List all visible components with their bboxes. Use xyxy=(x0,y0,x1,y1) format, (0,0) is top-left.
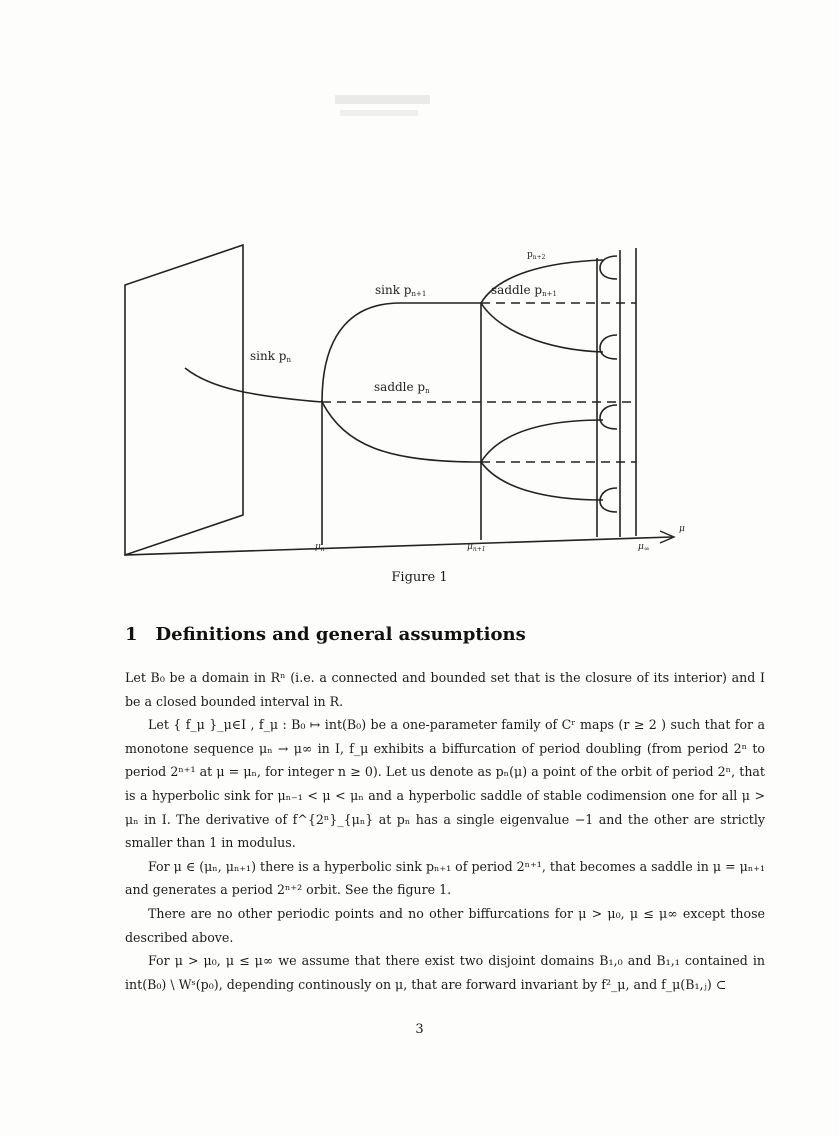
label-saddle-pn1: saddle pn+1 xyxy=(491,283,557,298)
label-saddle-pn: saddle pn xyxy=(374,380,430,395)
pn2-lower-branch xyxy=(481,303,603,352)
paragraph: For μ ∈ (μₙ, μₙ₊₁) there is a hyperbolic sink pₙ₊₁ of period 2ⁿ⁺¹, that becomes a saddle in μ = μₙ₊₁ and generates a period 2ⁿ⁺² orbit. See the figure 1. xyxy=(125,858,765,898)
mu-axis xyxy=(125,537,672,555)
label-pn2: $p_{n+2}$ xyxy=(527,250,546,261)
bifurcation-figure xyxy=(0,230,839,570)
paragraph: There are no other periodic points and no other biffurcations for μ > μ₀, μ ≤ μ∞ except those described above. xyxy=(125,905,765,945)
body-text xyxy=(125,666,765,996)
phase-plane xyxy=(125,245,243,555)
label-mu-axis: μ xyxy=(679,524,685,534)
bleed-through-mark xyxy=(340,110,418,116)
label-sink-pn1: sink pn+1 xyxy=(375,283,427,298)
sink-pn-curve xyxy=(185,368,322,402)
figure-caption: Figure 1 xyxy=(391,570,448,585)
bleed-through-mark xyxy=(335,95,430,104)
section-heading xyxy=(125,624,526,645)
paragraph: Let { f_μ }_μ∈I , f_μ : B₀ ↦ int(B₀) be a one-parameter family of Cʳ maps (r ≥ 2 ) such that for a monotone sequence μₙ → μ∞ in I, f_μ exhibits a biffurcation of period doubling (from period 2ⁿ to period 2ⁿ⁺¹ at μ = μₙ, for integer n ≥ 0). Let us denote as pₙ(μ) a point of the orbit of period 2ⁿ, that is a hyperbolic sink for μₙ₋₁ < μ < μₙ and a hyperbolic saddle of stable codimension one for all μ > μₙ in I. The derivative of f^{2ⁿ}_{μₙ} at pₙ has a single eigenvalue −1 and the other are strictly smaller than 1 in modulus. xyxy=(125,717,765,851)
label-mu-n1: $\mu_{n+1}$ xyxy=(467,542,486,553)
cusp-2 xyxy=(600,335,617,359)
paragraph: Let B₀ be a domain in Rⁿ (i.e. a connected and bounded set that is the closure of its interior) and I be a closed bounded interval in R. xyxy=(125,670,765,709)
pn2-lower-upper-branch xyxy=(481,420,603,462)
section-title: Definitions and general assumptions xyxy=(155,624,526,645)
sink-pn1-lower-branch xyxy=(322,402,481,462)
label-mu-n: $\mu_n$ xyxy=(315,542,325,553)
label-sink-pn: sink pn xyxy=(250,349,292,364)
page-number: 3 xyxy=(415,1022,424,1037)
pn2-lower-lower-branch xyxy=(481,462,603,500)
paragraph: For μ > μ₀, μ ≤ μ∞ we assume that there exist two disjoint domains B₁,₀ and B₁,₁ contained in int(B₀) \ Wˢ(p₀), depending continously on μ, that are forward invariant by f²_μ, and f_μ(B₁,ⱼ) ⊂ xyxy=(125,953,765,992)
label-mu-inf: $\mu_\infty$ xyxy=(638,542,650,553)
cusp-3 xyxy=(600,405,617,429)
section-number: 1 xyxy=(125,624,138,645)
